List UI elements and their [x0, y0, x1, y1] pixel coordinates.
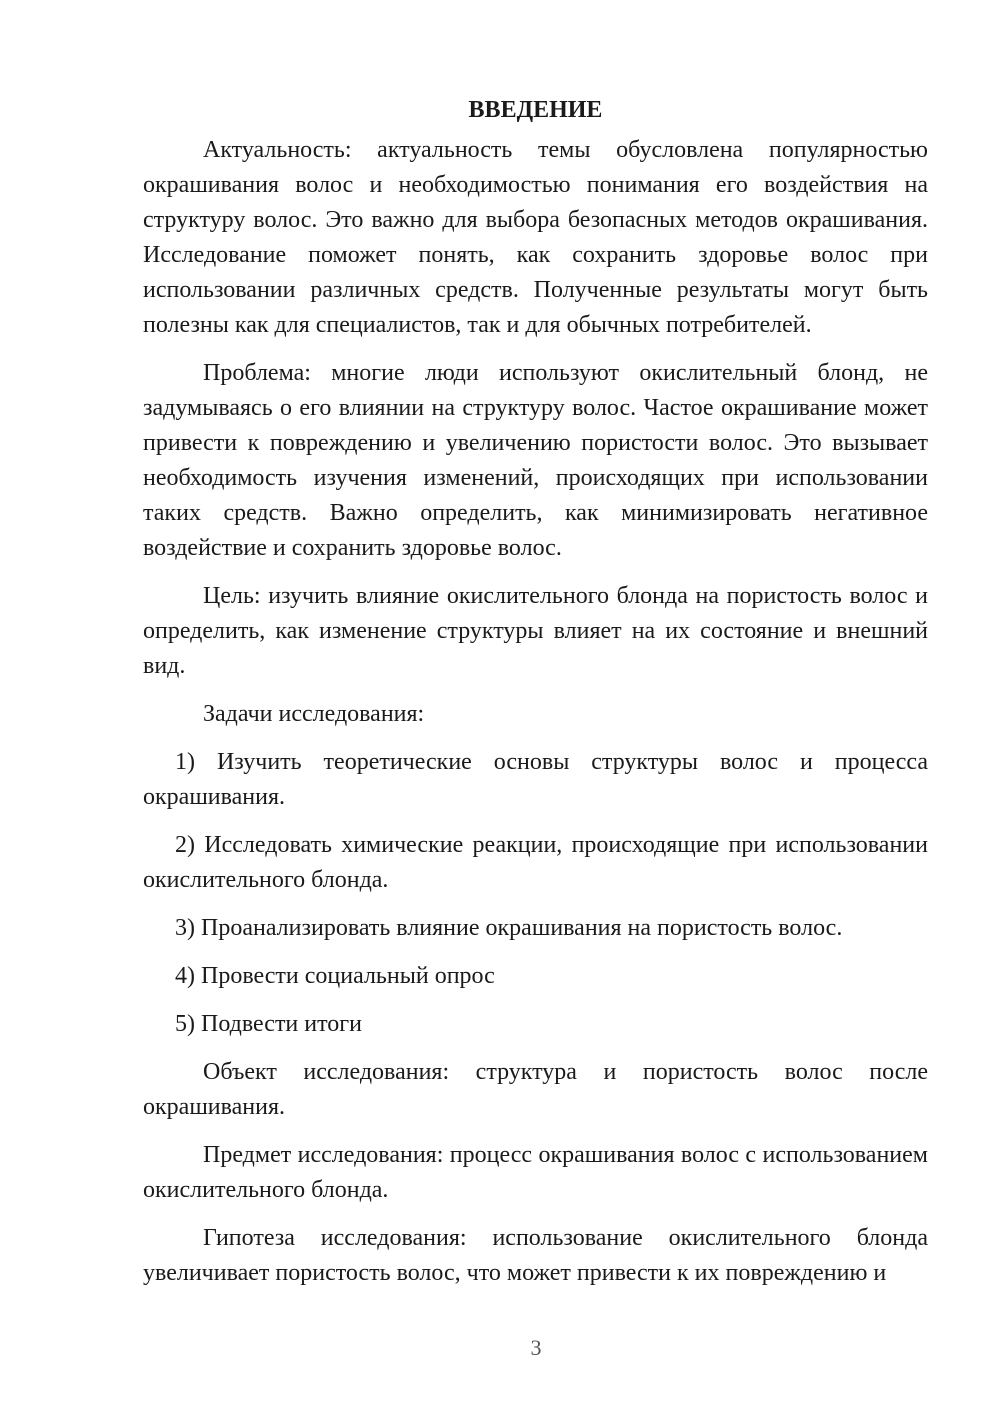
paragraph-subject: Предмет исследования: процесс окрашивания волос с использованием окислительного блонда.	[143, 1142, 928, 1203]
task-item-3: 3) Проанализировать влияние окрашивания на пористость волос.	[175, 915, 843, 941]
task-item-2: 2) Исследовать химические реакции, происходящие при использовании окислительного блонда.	[143, 832, 928, 893]
task-item-1: 1) Изучить теоретические основы структуры волос и процесса окрашивания.	[143, 749, 928, 810]
paragraph-tasks-heading: Задачи исследования:	[203, 701, 425, 727]
task-item-4: 4) Провести социальный опрос	[175, 963, 495, 989]
paragraph-problem: Проблема: многие люди используют окислительный блонд, не задумываясь о его влиянии на структуру волос. Частое окрашивание может привести к повреждению и увеличению пористости волос. Это вызывает необходимость изучения изменений, происходящих при использовании таких средств. Важно определить, как минимизировать негативное воздействие и сохранить здоровье волос.	[143, 360, 928, 561]
paragraph-goal: Цель: изучить влияние окислительного блонда на пористость волос и определить, как изменение структуры влияет на их состояние и внешний вид.	[143, 583, 928, 679]
page-number: 3	[530, 1335, 542, 1360]
paragraph-hypothesis: Гипотеза исследования: использование окислительного блонда увеличивает пористость волос, что может привести к их повреждению и	[143, 1225, 928, 1286]
section-heading: ВВЕДЕНИЕ	[468, 97, 603, 123]
paragraph-object: Объект исследования: структура и пористость волос после окрашивания.	[143, 1059, 928, 1120]
paragraph-relevance: Актуальность: актуальность темы обусловлена популярностью окрашивания волос и необходимостью понимания его воздействия на структуру волос. Это важно для выбора безопасных методов окрашивания. Исследование поможет понять, как сохранить здоровье волос при использовании различных средств. Полученные результаты могут быть полезны как для специалистов, так и для обычных потребителей.	[143, 137, 928, 338]
task-item-5: 5) Подвести итоги	[175, 1011, 362, 1037]
document-page	[143, 95, 928, 1304]
